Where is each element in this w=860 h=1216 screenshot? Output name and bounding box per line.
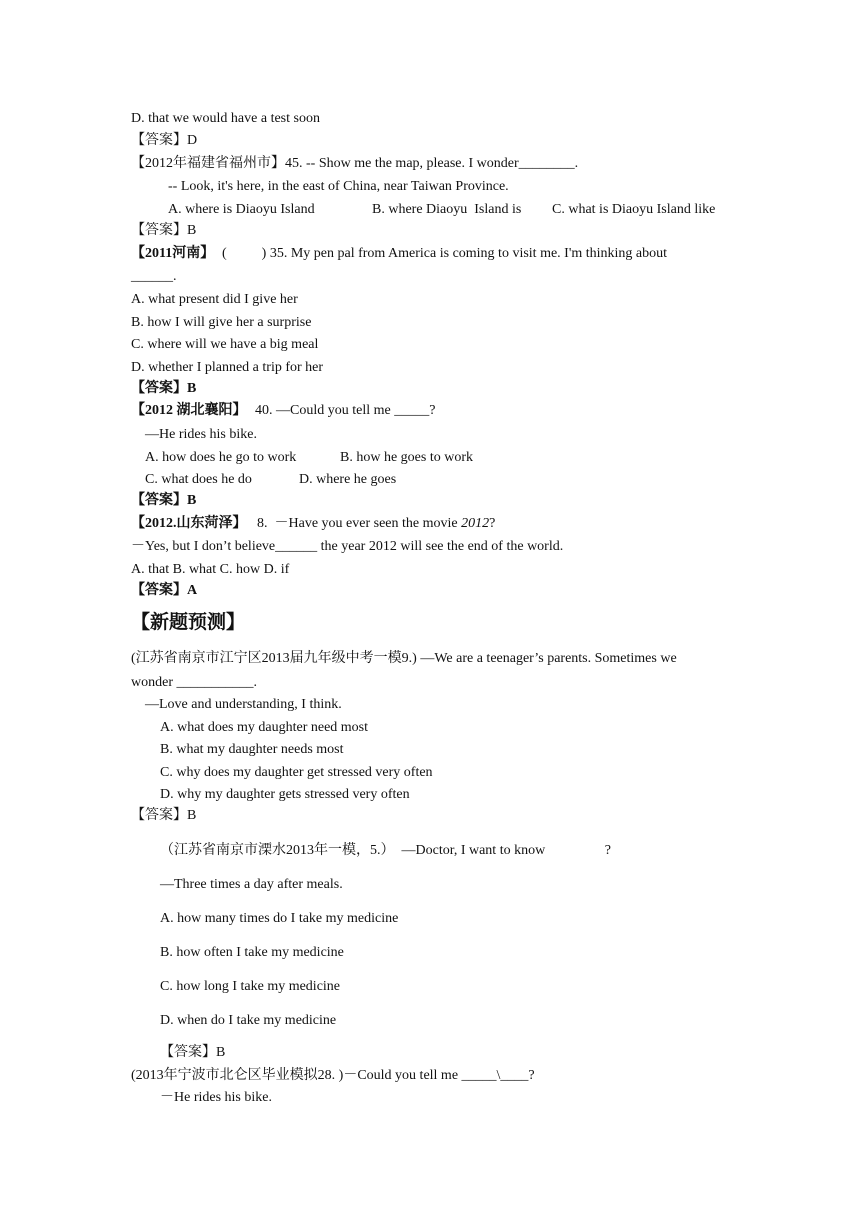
source-label: 【2011河南】 <box>131 246 215 261</box>
answer-line: 【答案】B <box>131 493 197 508</box>
question-line: 8. －Have you ever seen the movie 2012? <box>257 516 496 531</box>
option-line: C. what is Diaoyu Island like <box>552 202 716 217</box>
option-line: C. what does he do <box>145 472 252 487</box>
answer-line: 【答案】A <box>131 583 198 598</box>
question-line: （江苏省南京市溧水2013年一模，5.） —Doctor, I want to know ? <box>160 843 611 858</box>
answer-line: 【答案】B <box>131 808 197 823</box>
option-line: C. where will we have a big meal <box>131 337 319 352</box>
option-line: A. where is Diaoyu Island <box>168 202 315 217</box>
text-line: —Three times a day after meals. <box>160 877 343 892</box>
section-heading: 【新题预测】 <box>131 612 246 633</box>
option-line: D. when do I take my medicine <box>160 1013 337 1028</box>
option-line: C. why does my daughter get stressed very often <box>160 765 433 780</box>
text-line: —He rides his bike. <box>145 427 257 442</box>
answer-line: 【答案】B <box>131 381 197 396</box>
source-label: 【2012 湖北襄阳】 <box>131 403 247 418</box>
question-line: 40. —Could you tell me _____? <box>255 403 436 418</box>
text-line: -- Look, it's here, in the east of China, near Taiwan Province. <box>168 179 509 194</box>
text-line: －He rides his bike. <box>160 1090 272 1105</box>
text-line: ______. <box>131 269 177 284</box>
option-line: A. what does my daughter need most <box>160 720 369 735</box>
option-line: D. whether I planned a trip for her <box>131 360 324 375</box>
option-line: B. how I will give her a surprise <box>131 315 312 330</box>
answer-line: 【答案】D <box>131 133 198 148</box>
movie-title: 2012 <box>461 516 490 531</box>
option-line: A. what present did I give her <box>131 292 298 307</box>
answer-line: 【答案】B <box>160 1045 226 1060</box>
option-line: B. what my daughter needs most <box>160 742 344 757</box>
option-line: A. how does he go to work <box>145 450 297 465</box>
option-line: B. how often I take my medicine <box>160 945 344 960</box>
text-line: —Love and understanding, I think. <box>145 697 342 712</box>
option-line: B. where Diaoyu Island is <box>372 202 522 217</box>
option-line: A. that B. what C. how D. if <box>131 562 290 577</box>
option-line: D. where he goes <box>299 472 397 487</box>
answer-line: 【答案】B <box>131 223 197 238</box>
question-line: ( ) 35. My pen pal from America is coming to visit me. I'm thinking about <box>222 246 668 261</box>
text-line: －Yes, but I don’t believe______ the year 2012 will see the end of the world. <box>131 539 564 554</box>
question-line: 【2012年福建省福州市】45. -- Show me the map, please. I wonder________. <box>131 156 579 171</box>
question-line: (江苏省南京市江宁区2013届九年级中考一模9.) —We are a teenager’s parents. Sometimes we <box>131 651 677 666</box>
option-line: B. how he goes to work <box>340 450 473 465</box>
option-line: C. how long I take my medicine <box>160 979 341 994</box>
source-label: 【2012.山东菏泽】 <box>131 516 247 531</box>
text-line: D. that we would have a test soon <box>131 111 320 126</box>
option-line: D. why my daughter gets stressed very often <box>160 787 410 802</box>
option-line: A. how many times do I take my medicine <box>160 911 399 926</box>
text-line: wonder ___________. <box>131 675 257 690</box>
question-line: (2013年宁波市北仑区毕业模拟28. )－Could you tell me _____\____? <box>131 1068 535 1083</box>
